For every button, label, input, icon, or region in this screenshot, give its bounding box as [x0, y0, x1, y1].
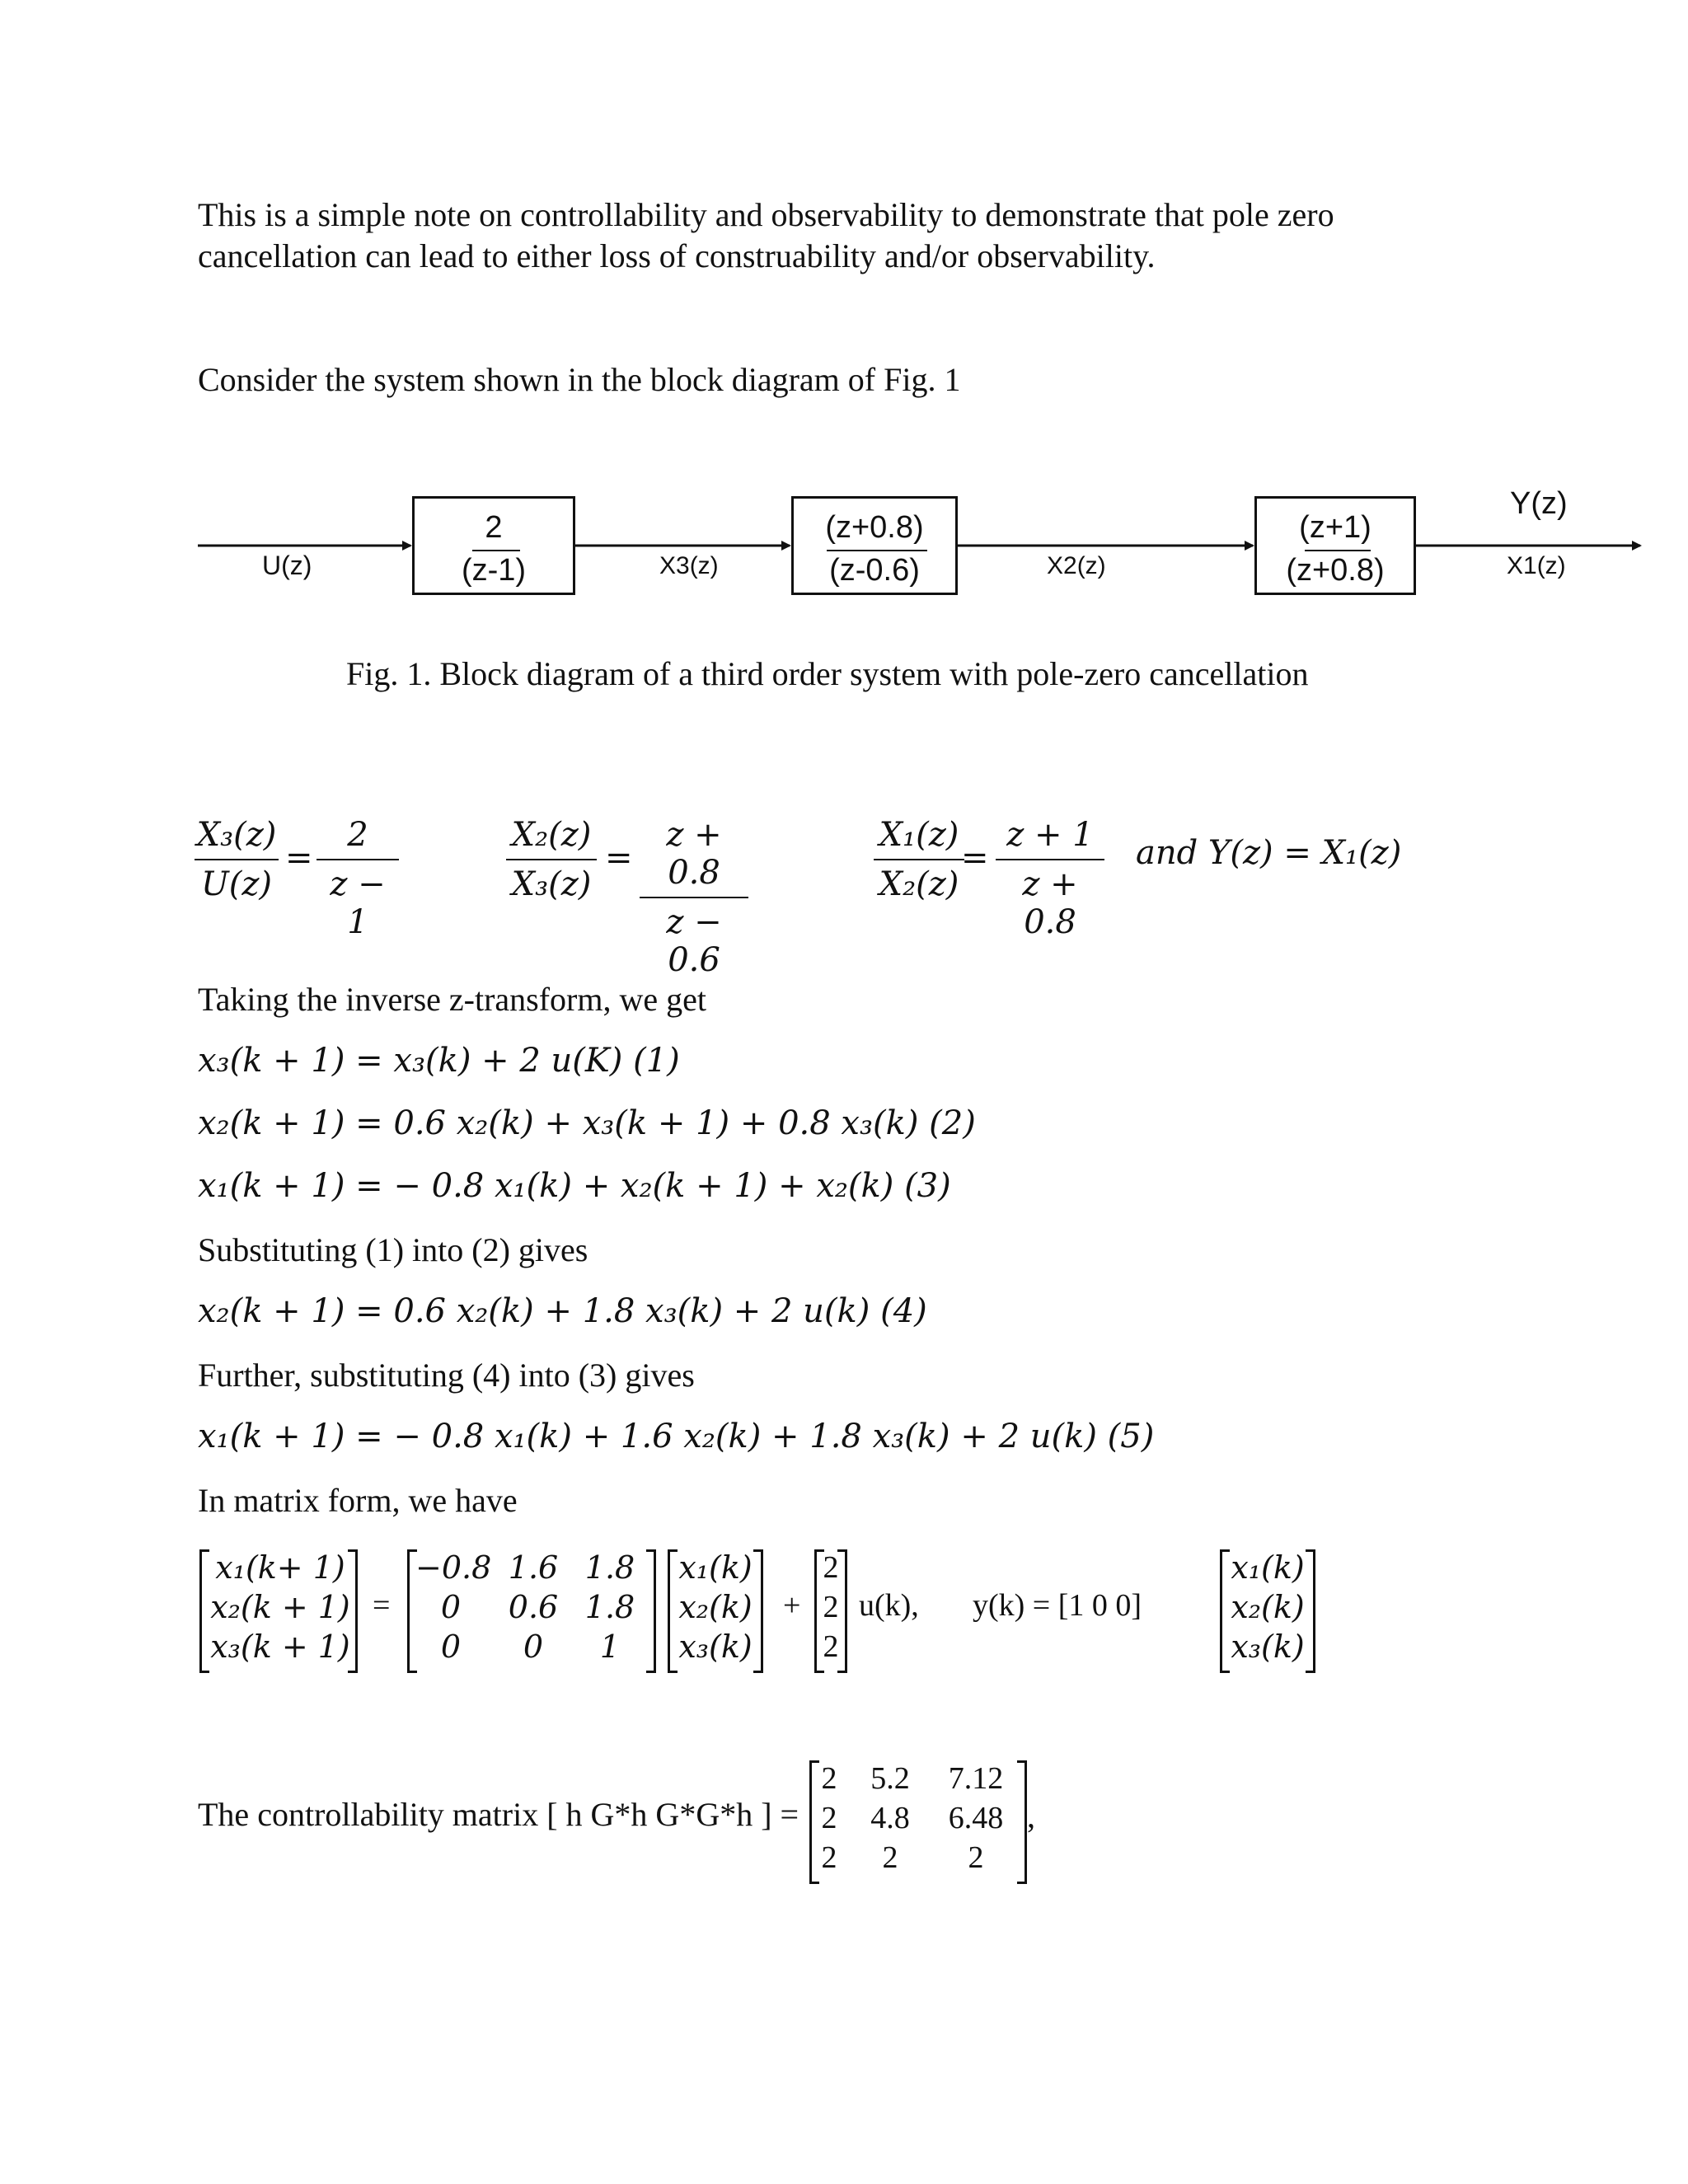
g-cell: 0.6	[508, 1589, 559, 1625]
x-right-bracket	[753, 1549, 763, 1673]
tf1-rhs: 2 z − 1	[316, 816, 399, 941]
block-3	[1254, 496, 1416, 595]
ctrl-cell: 2	[821, 1801, 837, 1835]
g-cell: 0	[440, 1589, 462, 1625]
input-label: U(z)	[262, 551, 312, 580]
tf2-rhs: z + 0.8 z − 0.6	[640, 816, 748, 979]
h-right-bracket	[837, 1549, 847, 1673]
block-diagram	[0, 0, 1688, 659]
x-row-3: x₃(k)	[678, 1629, 753, 1665]
output-equation: and Y(z) = X₁(z)	[1136, 834, 1402, 872]
matrix-intro: In matrix form, we have	[198, 1482, 518, 1519]
ctrl-cell: 2	[821, 1761, 837, 1796]
lhs-right-bracket	[348, 1549, 358, 1673]
block-1-den: (z-1)	[461, 553, 527, 588]
tf1-lhs: X₃(z) U(z)	[195, 816, 279, 903]
equation-1: x₃(k + 1) = x₃(k) + 2 u(K) (1)	[198, 1042, 680, 1080]
tf1-equals: =	[285, 839, 313, 877]
output-label: Y(z)	[1510, 486, 1568, 521]
g-cell: 0	[523, 1629, 544, 1665]
output-row-vector: y(k) = [1 0 0]	[973, 1588, 1142, 1623]
ctrl-cell: 4.8	[870, 1801, 910, 1835]
g-cell: 1.8	[584, 1549, 635, 1586]
equation-5: x₁(k + 1) = − 0.8 x₁(k) + 1.6 x₂(k) + 1.8 x₃(k) + 2 u(k) (5)	[198, 1418, 1155, 1455]
yx-row-3: x₃(k)	[1231, 1629, 1305, 1665]
ctrl-suffix: ,	[1027, 1797, 1035, 1835]
lhs-row-3: x₃(k + 1)	[210, 1629, 350, 1665]
ctrl-cell: 2	[821, 1840, 837, 1875]
signal-x3-label: X3(z)	[659, 552, 719, 579]
block-2-num: (z+0.8)	[825, 510, 924, 545]
ctrl-cell: 5.2	[870, 1761, 910, 1796]
controllability-label: The controllability matrix [ h G*h G*G*h ] =	[198, 1796, 799, 1833]
block-2	[791, 496, 958, 595]
block-1-bar	[472, 550, 520, 551]
h-row-1: 2	[823, 1550, 839, 1585]
ctrl-cell: 2	[968, 1840, 984, 1875]
input-u: u(k),	[859, 1588, 919, 1623]
equation-3: x₁(k + 1) = − 0.8 x₁(k) + x₂(k + 1) + x₂(k) (3)	[198, 1167, 951, 1205]
lhs-row-2: x₂(k + 1)	[210, 1589, 350, 1625]
g-right-bracket	[646, 1549, 656, 1673]
substitution-2: Further, substituting (4) into (3) gives	[198, 1357, 695, 1394]
yx-row-1: x₁(k)	[1231, 1549, 1305, 1586]
tf3-rhs: z + 1 z + 0.8	[996, 816, 1104, 941]
consider-text: Consider the system shown in the block diagram of Fig. 1	[198, 361, 961, 398]
block-2-bar	[827, 550, 927, 551]
yx-row-2: x₂(k)	[1231, 1589, 1305, 1625]
figure-caption: Fig. 1. Block diagram of a third order system with pole-zero cancellation	[346, 655, 1309, 692]
ctrl-cell: 2	[882, 1840, 898, 1875]
block-3-bar	[1305, 550, 1371, 551]
equation-4: x₂(k + 1) = 0.6 x₂(k) + 1.8 x₃(k) + 2 u(k) (4)	[198, 1292, 927, 1330]
state-plus: +	[783, 1588, 801, 1623]
substitution-1: Substituting (1) into (2) gives	[198, 1231, 588, 1268]
g-cell: 1.6	[508, 1549, 559, 1586]
ctrl-cell: 7.12	[948, 1761, 1004, 1796]
block-1-num: 2	[485, 510, 503, 545]
block-3-den: (z+0.8)	[1286, 553, 1385, 588]
tf2-lhs: X₂(z) X₃(z)	[506, 816, 597, 903]
x-row-2: x₂(k)	[678, 1589, 753, 1625]
inverse-intro: Taking the inverse z-transform, we get	[198, 981, 706, 1018]
intro-line-1: This is a simple note on controllability and observability to demonstrate that pole zero	[198, 196, 1334, 233]
ctrl-right-bracket	[1017, 1760, 1027, 1884]
h-row-3: 2	[823, 1629, 839, 1664]
equation-2: x₂(k + 1) = 0.6 x₂(k) + x₃(k + 1) + 0.8 x₃(k) (2)	[198, 1104, 976, 1142]
block-2-den: (z-0.6)	[829, 553, 920, 588]
h-row-2: 2	[823, 1590, 839, 1624]
g-cell: −0.8	[415, 1549, 492, 1586]
g-cell: 0	[440, 1629, 462, 1665]
tf2-equals: =	[605, 839, 633, 877]
signal-x1-label: X1(z)	[1507, 552, 1566, 579]
lhs-row-1: x₁(k+ 1)	[215, 1549, 345, 1586]
ctrl-cell: 6.48	[948, 1801, 1004, 1835]
g-cell: 1.8	[584, 1589, 635, 1625]
x-row-1: x₁(k)	[678, 1549, 753, 1586]
tf3-lhs: X₁(z) X₂(z)	[874, 816, 964, 903]
yx-right-bracket	[1306, 1549, 1315, 1673]
tf3-equals: =	[961, 839, 989, 877]
block-1	[412, 496, 575, 595]
state-equals: =	[373, 1588, 391, 1623]
signal-x2-label: X2(z)	[1047, 552, 1106, 579]
block-3-num: (z+1)	[1299, 510, 1372, 545]
g-cell: 1	[599, 1629, 621, 1665]
intro-line-2: cancellation can lead to either loss of construability and/or observability.	[198, 237, 1156, 274]
